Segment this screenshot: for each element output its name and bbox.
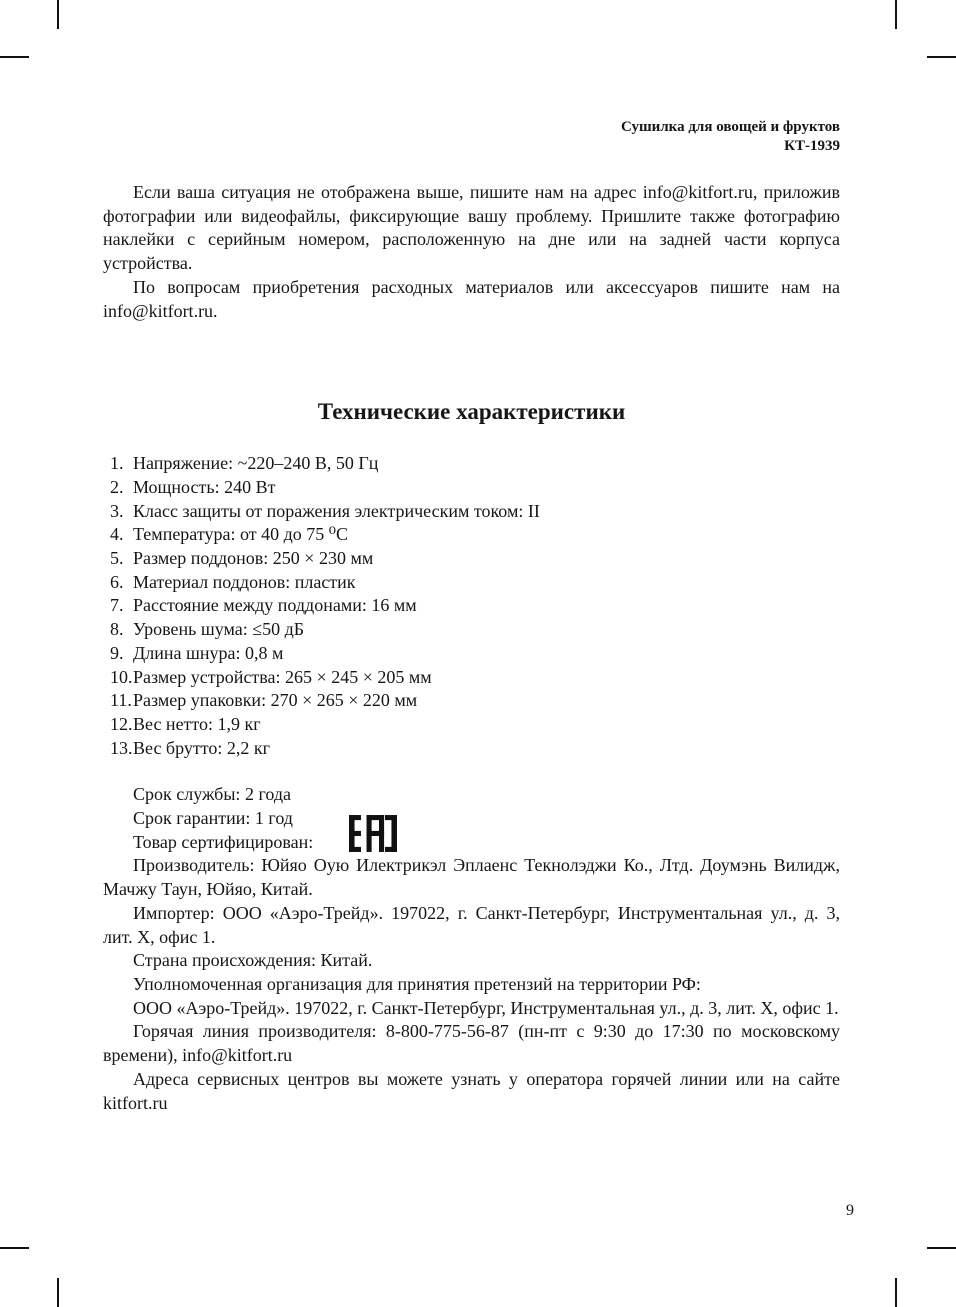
spec-item	[110, 571, 840, 595]
spec-item-text: Вес брутто: 2,2 кг	[133, 737, 270, 758]
spec-list	[103, 452, 840, 760]
spec-item-number: 11.	[110, 690, 132, 711]
intro-paragraph: Если ваша ситуация не отображена выше, пишите нам на адрес info@kitfort.ru, приложив фотографии или видеофайлы, фиксирующие вашу проблему. Пришлите также фотографию наклейки с серийным номером, расположенную на дне или на задней части корпуса устройства.	[103, 182, 840, 274]
spec-item-text: Расстояние между поддонами: 16 мм	[133, 595, 417, 616]
spec-item-text: Размер упаковки: 270 × 265 × 220 мм	[133, 690, 418, 711]
spec-item-number: 1.	[110, 453, 124, 474]
spec-item-text: Температура: от 40 до 75 ⁰С	[133, 524, 348, 545]
spec-item	[110, 666, 840, 690]
service-paragraph: Адреса сервисных центров вы можете узнать у оператора горячей линии или на сайте kitfort.ru	[103, 1068, 840, 1113]
crop-mark-bottom-right-vertical	[895, 1278, 897, 1307]
spec-item-text: Длина шнура: 0,8 м	[133, 642, 284, 663]
crop-mark-top-right-horizontal	[927, 56, 956, 58]
service-paragraph: Производитель: Юйяо Оую Илектрикэл Эплаенс Текнолэджи Ко., Лтд. Доумэнь Вилидж, Мачжу Таун, Юйяо, Китай.	[103, 855, 840, 900]
spec-item-text: Материал поддонов: пластик	[133, 571, 356, 592]
spec-item-text: Напряжение: ~220–240 В, 50 Гц	[133, 453, 379, 474]
service-paragraph: Уполномоченная организация для принятия претензий на территории РФ:	[133, 973, 701, 994]
spec-item	[110, 594, 840, 618]
spec-item-text: Уровень шума: ≤50 дБ	[133, 619, 305, 640]
eac-certification-mark-icon	[349, 813, 397, 854]
spec-item-number: 5.	[110, 548, 124, 569]
spec-item	[110, 713, 840, 737]
service-section	[103, 783, 840, 1115]
spec-item	[110, 500, 840, 524]
service-paragraph: Импортер: ООО «Аэро-Трейд». 197022, г. Санкт-Петербург, Инструментальная ул., д. 3, лит. Х, офис 1.	[103, 902, 840, 947]
spec-item-number: 2.	[110, 476, 124, 497]
spec-item-number: 3.	[110, 500, 124, 521]
section-title: Технические характеристики	[317, 399, 626, 425]
spec-item	[110, 689, 840, 713]
spec-item-number: 6.	[110, 571, 124, 592]
crop-mark-bottom-left-horizontal	[0, 1247, 29, 1249]
spec-item-text: Размер устройства: 265 × 245 × 205 мм	[133, 666, 432, 687]
service-paragraph: ООО «Аэро-Трейд». 197022, г. Санкт-Петербург, Инструментальная ул., д. 3, лит. Х, офис 1.	[133, 997, 839, 1018]
service-paragraph: Страна происхождения: Китай.	[133, 950, 373, 971]
spec-item-text: Размер поддонов: 250 × 230 мм	[133, 548, 374, 569]
spec-item-number: 4.	[110, 524, 124, 545]
service-warranty: Срок гарантии: 1 год	[133, 808, 293, 829]
service-lifetime: Срок службы: 2 года	[133, 784, 292, 805]
spec-item	[110, 523, 840, 547]
spec-item-number: 7.	[110, 595, 124, 616]
spec-item	[110, 476, 840, 500]
spec-item	[110, 642, 840, 666]
spec-item-text: Мощность: 240 Вт	[133, 476, 276, 497]
spec-item-number: 13.	[110, 737, 133, 758]
crop-mark-bottom-right-horizontal	[927, 1247, 956, 1249]
crop-mark-top-right-vertical	[895, 0, 897, 29]
crop-mark-top-left-vertical	[57, 0, 59, 29]
spec-item-number: 10.	[110, 666, 133, 687]
page-number: 9	[846, 1202, 854, 1219]
running-header-product: Сушилка для овощей и фруктов	[620, 119, 840, 135]
spec-item	[110, 547, 840, 571]
crop-mark-bottom-left-vertical	[57, 1278, 59, 1307]
crop-mark-top-left-horizontal	[0, 56, 29, 58]
intro-paragraph: По вопросам приобретения расходных материалов или аксессуаров пишите нам на info@kitfort.ru.	[103, 276, 840, 321]
intro-section	[103, 181, 840, 323]
service-certified: Товар сертифицирован:	[133, 831, 314, 852]
page-content	[103, 118, 840, 1115]
spec-item-text: Класс защиты от поражения электрическим током: II	[133, 500, 540, 521]
spec-item-text: Вес нетто: 1,9 кг	[133, 713, 261, 734]
running-header-model: КТ-1939	[784, 138, 840, 154]
spec-item	[110, 618, 840, 642]
spec-item-number: 9.	[110, 642, 124, 663]
running-header	[103, 118, 840, 156]
spec-item-number: 12.	[110, 713, 133, 734]
spec-item-number: 8.	[110, 619, 124, 640]
service-paragraphs	[103, 854, 840, 1115]
service-paragraph: Горячая линия производителя: 8-800-775-56-87 (пн-пт с 9:30 до 17:30 по московскому времени), info@kitfort.ru	[103, 1021, 840, 1066]
spec-item	[110, 452, 840, 476]
spec-item	[110, 737, 840, 761]
